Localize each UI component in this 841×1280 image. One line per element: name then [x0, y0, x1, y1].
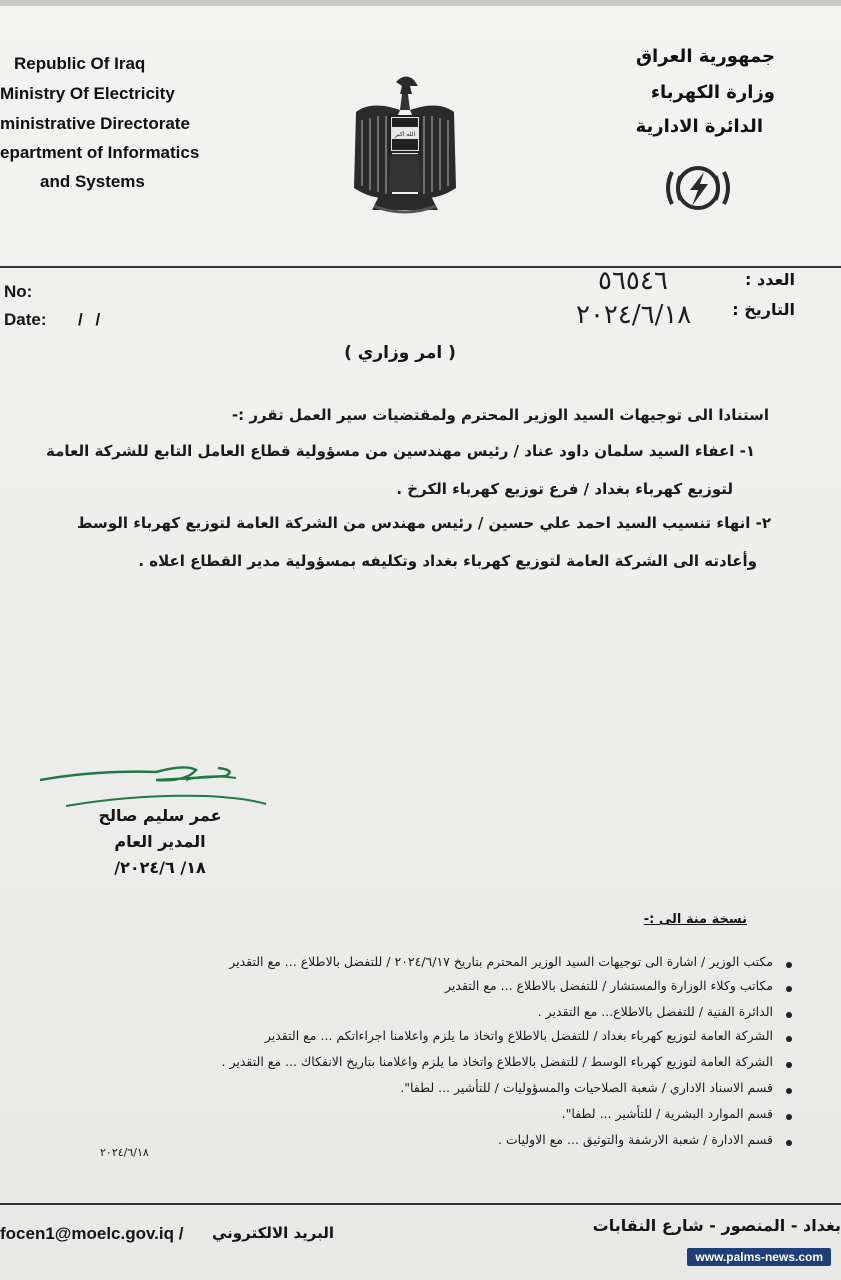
order-item-1-cont: لتوزيع كهرباء بغداد / فرع توزيع كهرباء الكرخ .	[396, 480, 733, 498]
bullet-icon	[786, 962, 792, 968]
header-ar-line: وزارة الكهرباء	[650, 82, 775, 103]
header-en-line: Ministry Of Electricity	[0, 84, 175, 103]
number-label-en: No:	[4, 282, 33, 301]
bullet-icon	[786, 1036, 792, 1042]
order-item-2-cont: وأعادته الى الشركة العامة لتوزيع كهرباء بغداد وتكليفه بمسؤولية مدير القطاع اعلاه .	[138, 552, 757, 570]
date-label-ar: التاريخ :	[732, 300, 795, 319]
date-slashes-en: / /	[78, 310, 101, 329]
signature-date: ١٨/ ٢٠٢٤/٦/	[114, 858, 206, 877]
document-title: ( امر وزاري )	[344, 343, 456, 363]
handwritten-date: ٢٠٢٤/٦/١٨	[576, 300, 692, 330]
archive-date: ٢٠٢٤/٦/١٨	[100, 1146, 149, 1159]
header-en-line: ministrative Directorate	[0, 114, 190, 133]
number-label-ar: العدد :	[745, 270, 795, 289]
cc-item: الشركة العامة لتوزيع كهرباء الوسط / للتفضل بالاطلاع واتخاذ ما يلزم واعلامنا بتاريخ الانفكاك ... مع التقدير .	[221, 1054, 773, 1069]
cc-item: الشركة العامة لتوزيع كهرباء بغداد / للتفضل بالاطلاع واتخاذ ما يلزم واعلامنا اجراءاتكم ... مع التقدير	[264, 1028, 773, 1043]
cc-item: قسم الاسناد الاداري / شعبة الصلاحيات والمسؤوليات / للتأشير ... لطفا".	[400, 1080, 773, 1095]
order-item-2: ٢- انهاء تنسيب السيد احمد علي حسين / رئيس مهندس من الشركة العامة لتوزيع كهرباء الوسط	[77, 514, 771, 532]
footer-divider	[0, 1203, 841, 1205]
header-ar-line: الدائرة الادارية	[635, 116, 763, 137]
bullet-icon	[786, 1088, 792, 1094]
header-en-line: epartment of Informatics	[0, 143, 200, 162]
bullet-icon	[786, 1012, 792, 1018]
cc-item: مكتب الوزير / اشارة الى توجيهات السيد الوزير المحترم بتاريخ ٢٠٢٤/٦/١٧ / للتفضل بالاطلاع ... مع التقدير	[229, 954, 773, 969]
signatory-title: المدير العام	[114, 832, 206, 851]
site-watermark: www.palms-news.com	[687, 1248, 831, 1266]
header-en-line: Republic Of Iraq	[14, 54, 146, 73]
header-en-line: and Systems	[40, 172, 145, 191]
iraq-eagle-emblem	[352, 70, 458, 218]
cc-title: نسخة منة الى :-	[643, 912, 747, 927]
bullet-icon	[786, 1062, 792, 1068]
handwritten-number: ٥٦٥٤٦	[598, 266, 668, 296]
bullet-icon	[786, 986, 792, 992]
order-item-1: ١- اعفاء السيد سلمان داود عناد / رئيس مهندسين من مسؤولية قطاع العامل التابع للشركة العامة	[46, 442, 755, 460]
footer-email: focen1@moelc.gov.iq /	[0, 1224, 184, 1243]
cc-item: قسم الموارد البشرية / للتأشير ... لطفا".	[561, 1106, 773, 1121]
electricity-ministry-logo	[660, 150, 736, 226]
header-ar-line: جمهورية العراق	[635, 46, 775, 67]
top-edge-shadow	[0, 0, 841, 6]
cc-item: مكاتب وكلاء الوزارة والمستشار / للتفضل بالاطلاع ... مع التقدير	[445, 978, 773, 993]
bullet-icon	[786, 1140, 792, 1146]
bullet-icon	[786, 1114, 792, 1120]
cc-item: الدائرة الفنية / للتفضل بالاطلاع... مع التقدير .	[537, 1004, 773, 1019]
footer-address: بغداد - المنصور - شارع النقابات	[592, 1216, 841, 1235]
date-label-en: Date:	[4, 310, 47, 329]
cc-item: قسم الادارة / شعبة الارشفة والتوثيق ... مع الاوليات .	[497, 1132, 773, 1147]
signatory-name: عمر سليم صالح	[98, 806, 222, 825]
intro-paragraph: استنادا الى توجيهات السيد الوزير المحترم ولمقتضيات سير العمل تقرر :-	[231, 406, 769, 424]
header-divider	[0, 266, 841, 268]
svg-text:الله اكبر: الله اكبر	[394, 131, 416, 138]
footer-email-label: البريد الالكتروني	[212, 1224, 334, 1242]
